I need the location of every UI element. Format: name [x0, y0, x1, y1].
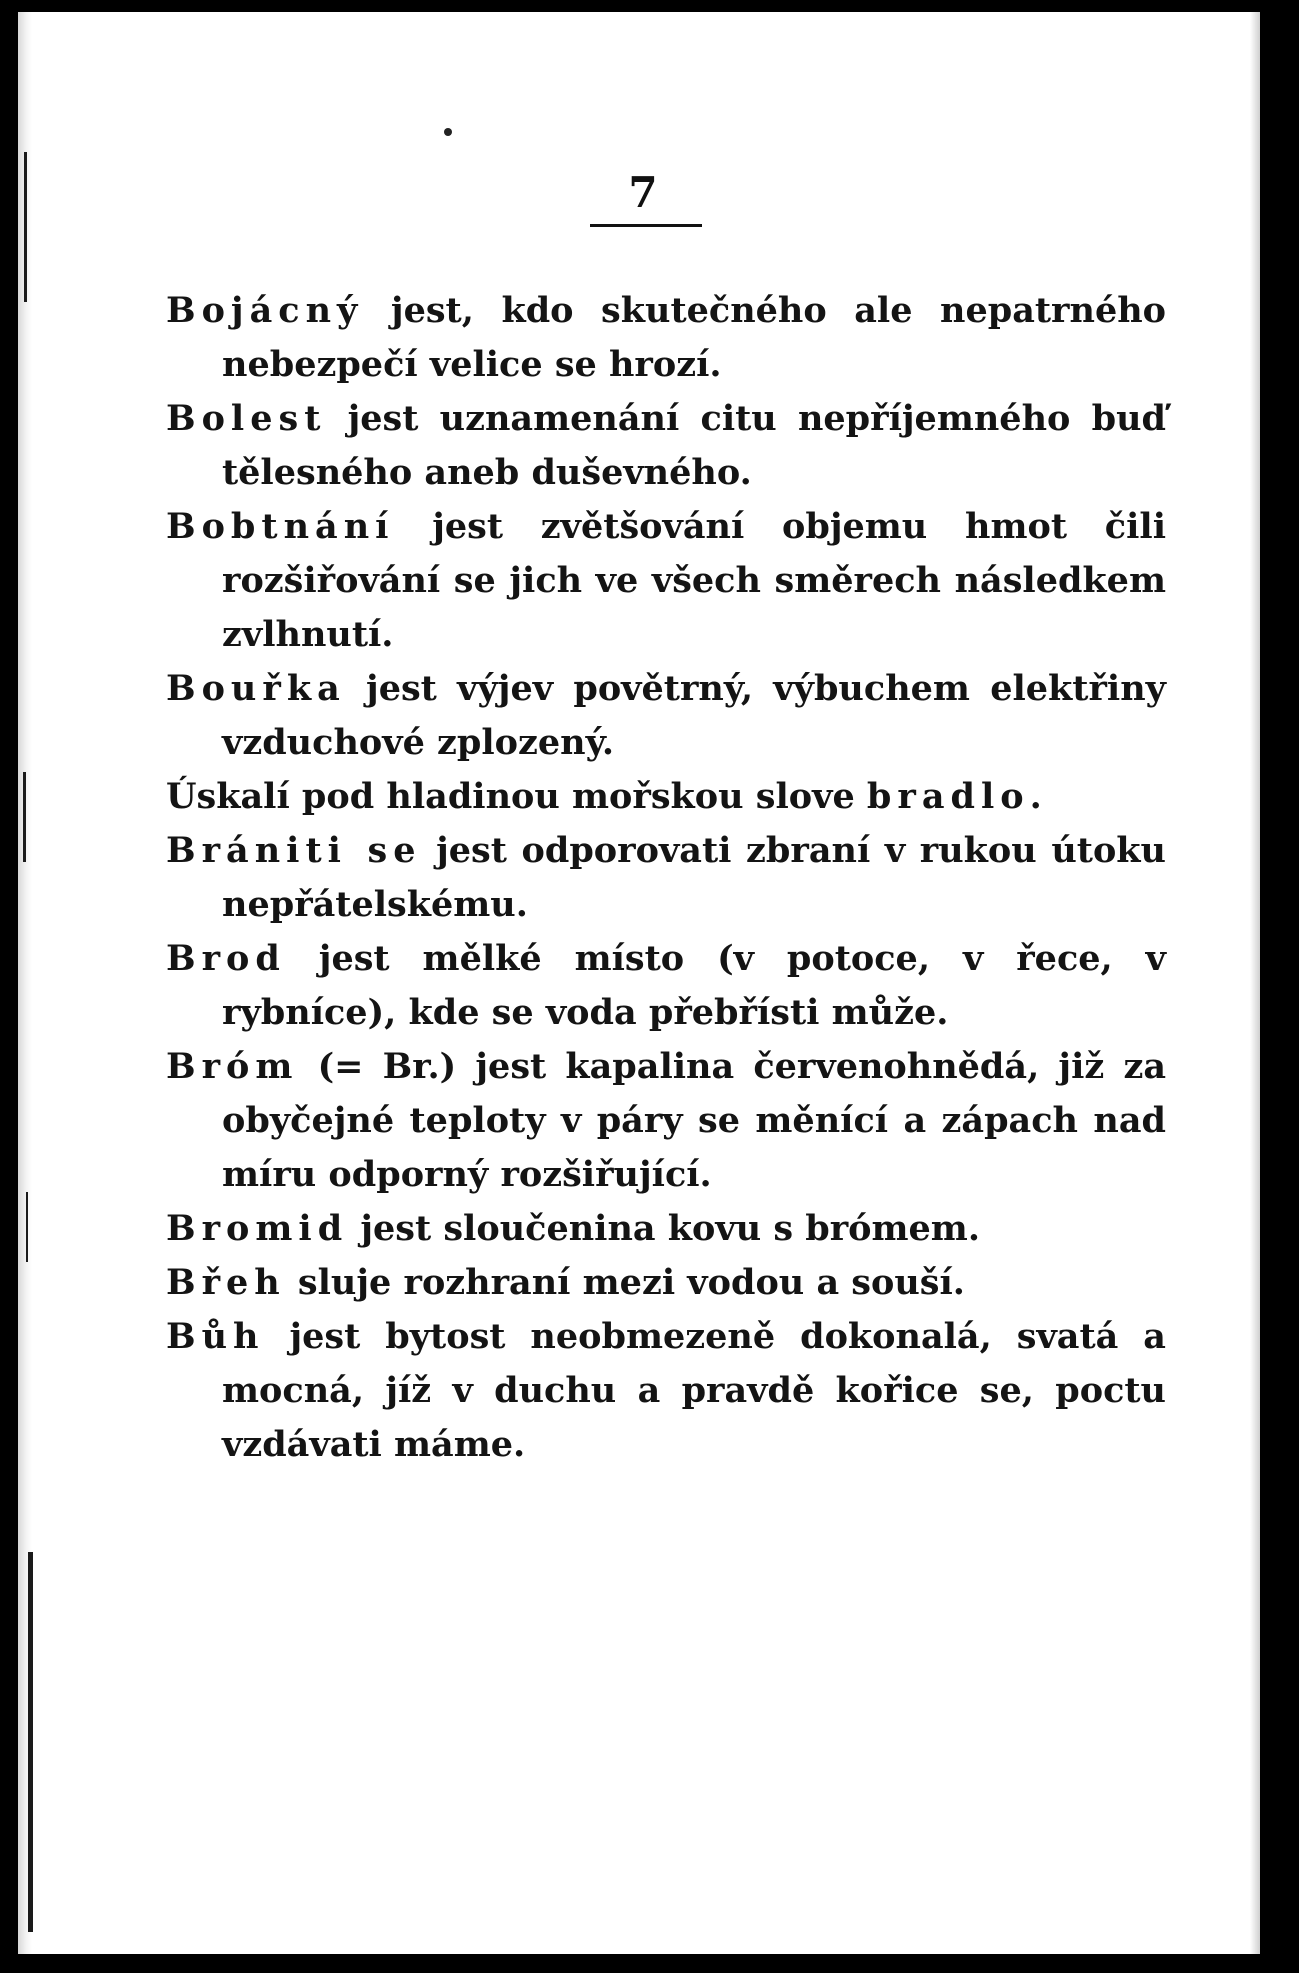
- entry: [166, 1256, 1166, 1310]
- entry: [166, 1310, 1166, 1472]
- entry-text: (= Br.) jest kapalina červenohnědá, již za obyčejné teploty v páry se měnící a zápach nad míru odporný rozšiřující.: [222, 1046, 1166, 1195]
- entry-headword: Bojácný: [166, 290, 364, 331]
- entry-headword: Bouřka: [166, 668, 346, 709]
- entry: [166, 1202, 1166, 1256]
- entry-headword: Bůh: [166, 1316, 265, 1357]
- entry: [166, 500, 1166, 662]
- book-page: [18, 12, 1260, 1954]
- entry-spaced-term: bradlo: [866, 776, 1030, 817]
- entry-headword: Brod: [166, 938, 286, 979]
- dictionary-entries: [166, 284, 1166, 1472]
- entry-text: Úskalí pod hladinou mořskou slove: [166, 776, 867, 817]
- entry-text: jest odporovati zbraní v rukou útoku nepřátelskému.: [222, 830, 1166, 925]
- entry-text: jest mělké místo (v potoce, v řece, v rybníce), kde se voda přebřísti může.: [222, 938, 1166, 1033]
- entry: [166, 770, 1166, 824]
- page-spine-edge: [18, 12, 32, 1954]
- entry-text: jest sloučenina kovu s brómem.: [348, 1208, 981, 1249]
- entry-text: jest bytost neobmezeně dokonalá, svatá a mocná, jíž v duchu a pravdě kořice se, poctu vzdávati máme.: [222, 1316, 1166, 1465]
- entry: [166, 824, 1166, 932]
- entry-text-tail: .: [1029, 776, 1042, 817]
- entry-headword: Bróm: [166, 1046, 299, 1087]
- page-number-rule: [590, 224, 702, 227]
- entry-text: sluje rozhraní mezi vodou a souší.: [285, 1262, 965, 1303]
- entry-text: jest uznamenání citu nepříjemného buď tělesného aneb duševného.: [222, 398, 1166, 493]
- entry-headword: Břeh: [166, 1262, 286, 1303]
- entry: [166, 284, 1166, 392]
- entry-headword: Bobtnání: [166, 506, 395, 547]
- entry-headword: Bromid: [166, 1208, 349, 1249]
- entry-text: jest, kdo skutečného ale nepatrného nebezpečí velice se hrozí.: [222, 290, 1166, 385]
- entry: [166, 932, 1166, 1040]
- entry-headword: Bolest: [166, 398, 327, 439]
- page-right-edge: [1250, 12, 1260, 1954]
- entry: [166, 392, 1166, 500]
- ink-speck: [444, 128, 452, 136]
- entry-text: jest zvětšování objemu hmot čili rozšiřování se jich ve všech směrech následkem zvlhnutí.: [222, 506, 1166, 655]
- entry: [166, 662, 1166, 770]
- page-number: 7: [628, 168, 658, 217]
- entry-text: jest výjev povětrný, výbuchem elektřiny vzduchové zplozený.: [222, 668, 1166, 763]
- entry-headword: Brániti se: [166, 830, 422, 871]
- entry: [166, 1040, 1166, 1202]
